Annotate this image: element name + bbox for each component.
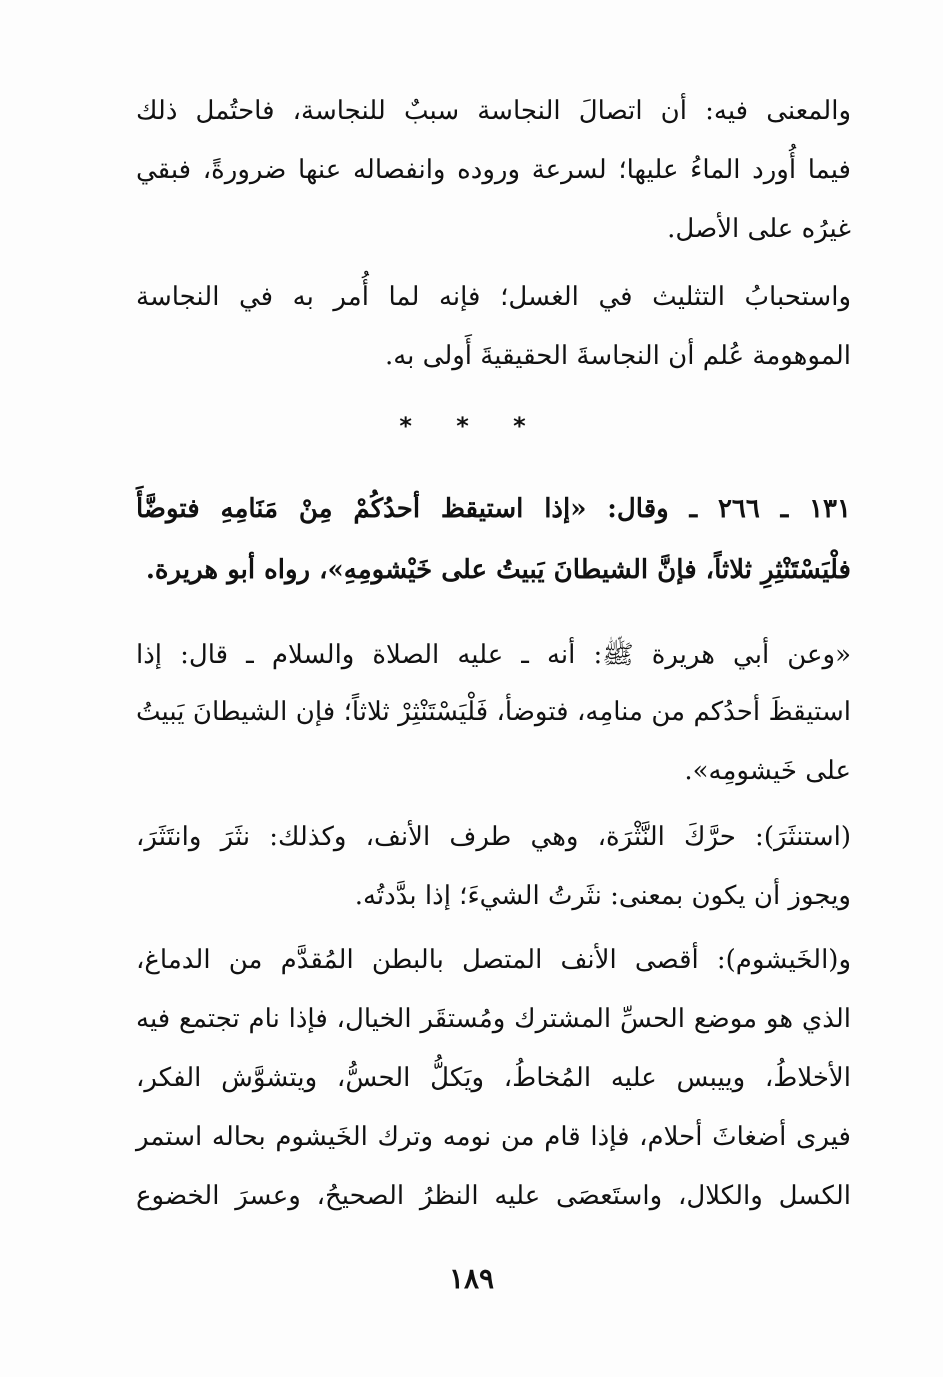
hadith-heading-line-1: ١٣١ ـ ٢٦٦ ـ وقال: «إذا استيقظ أحدُكُمْ مِنْ مَنَامِهِ فتوضَّأَ	[136, 494, 851, 524]
paragraph-5-line-4: فيرى أضغاثَ أحلام، فإذا قام من نومه وترك الخَيشوم بحاله استمر	[136, 1122, 851, 1152]
paragraph-2-line-1: واستحبابُ التثليث في الغسل؛ فإنه لما أُمر به في النجاسة	[136, 282, 851, 312]
paragraph-5-line-3: الأخلاطُ، وييبس عليه المُخاطُ، ويَكلُّ الحسُّ، ويتشوَّش الفكر،	[136, 1063, 851, 1093]
paragraph-4-line-2: ويجوز أن يكون بمعنى: نثَرتُ الشيءَ؛ إذا بدَّدتُه.	[354, 881, 851, 911]
section-separator: * * *	[399, 412, 544, 440]
paragraph-3-line-1: «وعن أبي هريرة ﷺ: أنه ـ عليه الصلاة والسلام ـ قال: إذا	[136, 640, 852, 670]
hadith-heading-line-2: فلْيَسْتَنْثِرِ ثلاثاً، فإنَّ الشيطانَ يَبيتُ على خَيْشومِهِ»، رواه أبو هريرة.	[145, 555, 851, 585]
paragraph-3-line-3: على خَيشومِه».	[684, 756, 851, 786]
paragraph-1-line-1: والمعنى فيه: أن اتصالَ النجاسة سببٌ للنجاسة، فاحتُمل ذلك	[136, 96, 851, 126]
page-number: ١٨٩	[448, 1262, 495, 1295]
paragraph-5-line-1: و(الخَيشوم): أقصى الأنف المتصل بالبطن المُقدَّم من الدماغ،	[136, 945, 851, 975]
paragraph-1-line-3: غيرُه على الأصل.	[667, 214, 851, 244]
paragraph-3-line-2: استيقظَ أحدُكم من منامِه، فتوضأ، فَلْيَسْتَنْثِرْ ثلاثاً؛ فإن الشيطانَ يَبيتُ	[136, 697, 851, 727]
paragraph-1-line-2: فيما أُورد الماءُ عليها؛ لسرعة وروده وانفصاله عنها ضرورةً، فبقي	[136, 155, 851, 185]
paragraph-5-line-2: الذي هو موضع الحسِّ المشترك ومُستقَر الخيال، فإذا نام تجتمع فيه	[136, 1004, 851, 1034]
paragraph-5-line-5: الكسل والكلال، واستَعصَى عليه النظرُ الصحيحُ، وعسرَ الخضوع	[136, 1181, 851, 1211]
paragraph-2-line-2: الموهومة عُلم أن النجاسةَ الحقيقيةَ أَولى به.	[384, 341, 851, 371]
paragraph-4-line-1: (استنثَرَ): حرَّكَ النَّثْرَة، وهي طرف الأنف، وكذلك: نثَرَ وانتَثَرَ،	[136, 822, 851, 852]
